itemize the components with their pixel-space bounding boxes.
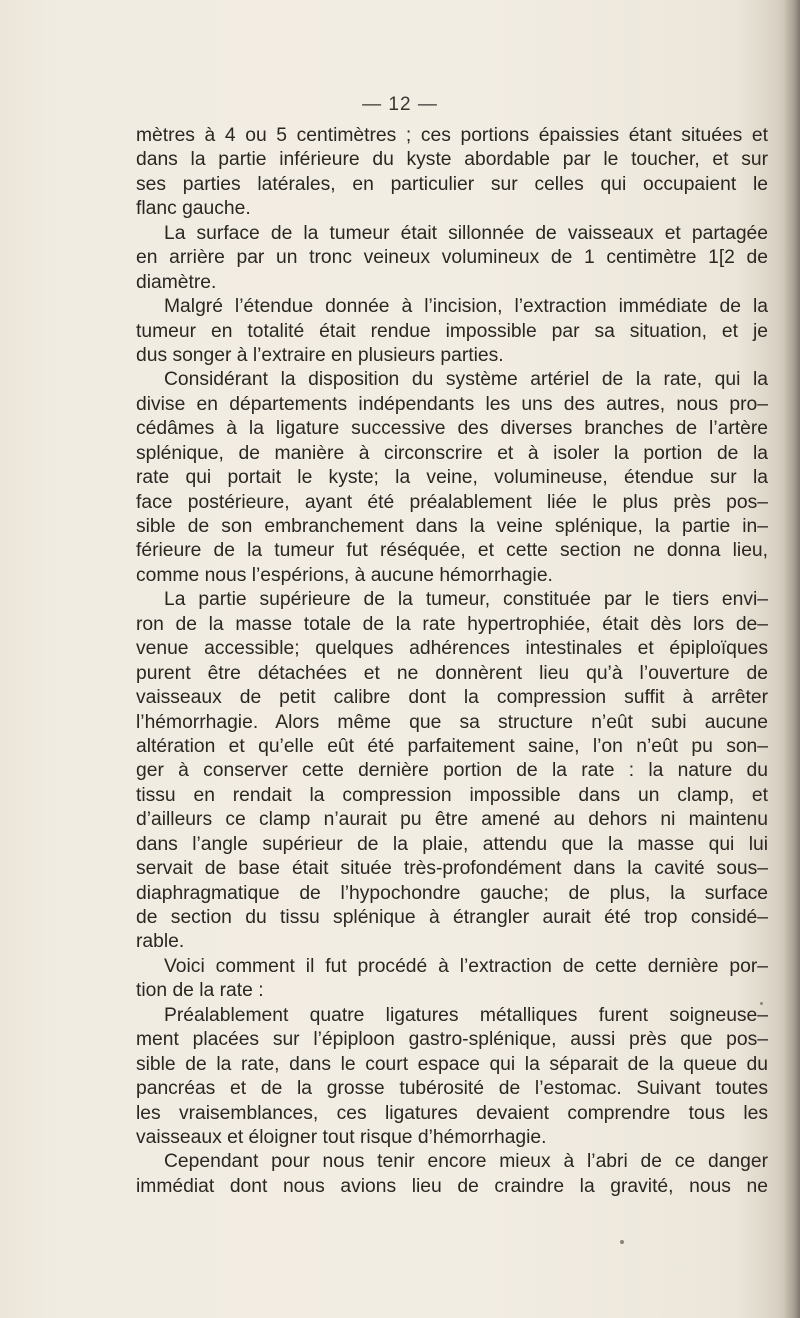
text-line: servait de base était située très-profondément dans la cavité sous– <box>136 858 768 880</box>
text-line: face postérieure, ayant été préalablement liée le plus près pos– <box>136 491 768 513</box>
text-line: vaisseaux de petit calibre dont la compression suffit à arrêter <box>136 687 768 709</box>
text-line: altération et qu’elle eût été parfaitement saine, l’on n’eût pu son– <box>136 735 768 757</box>
text-line: comme nous l’espérions, à aucune hémorrhagie. <box>136 564 553 586</box>
text-line: cédâmes à la ligature successive des diverses branches de l’artère <box>136 418 768 440</box>
text-line: tumeur en totalité était rendue impossible par sa situation, et je <box>136 320 768 342</box>
text-line: de section du tissu splénique à étrangler aurait été trop considé– <box>136 907 768 928</box>
text-line: flanc gauche. <box>136 198 251 220</box>
paper-speck <box>620 1240 624 1244</box>
text-line: ger à conserver cette dernière portion de la rate : la nature du <box>136 760 768 782</box>
text-line: diamètre. <box>136 271 217 293</box>
text-line: tissu en rendait la compression impossible dans un clamp, et <box>136 784 768 806</box>
text-line: Cependant pour nous tenir encore mieux à l’abri de ce danger <box>164 1151 768 1173</box>
text-line: Considérant la disposition du système artériel de la rate, qui la <box>164 369 768 391</box>
text-line: diaphragmatique de l’hypochondre gauche; de plus, la surface <box>136 882 768 904</box>
text-line: tion de la rate : <box>136 980 264 1002</box>
text-line: sible de son embranchement dans la veine splénique, la partie in– <box>136 516 768 537</box>
text-line: vaisseaux et éloigner tout risque d’hémorrhagie. <box>136 1126 547 1148</box>
text-line: Préalablement quatre ligatures métalliques furent soigneuse– <box>164 1004 768 1026</box>
page-number: — 12 — <box>362 94 438 115</box>
text-line: férieure de la tumeur fut réséquée, et cette section ne donna lieu, <box>136 540 768 562</box>
text-line: rate qui portait le kyste; la veine, volumineuse, étendue sur la <box>136 467 768 489</box>
text-line: immédiat dont nous avions lieu de craindre la gravité, nous ne <box>136 1175 768 1197</box>
text-line: sible de la rate, dans le court espace qui la séparait de la queue du <box>136 1053 768 1075</box>
text-line: divise en départements indépendants les uns des autres, nous pro– <box>136 393 768 415</box>
text-line: venue accessible; quelques adhérences intestinales et épiploïques <box>136 638 768 660</box>
text-line: rable. <box>136 931 185 953</box>
text-line: dans l’angle supérieur de la plaie, attendu que la masse qui lui <box>136 833 768 855</box>
text-line: dans la partie inférieure du kyste abordable par le toucher, et sur <box>136 149 768 171</box>
text-line: Voici comment il fut procédé à l’extraction de cette dernière por– <box>164 955 768 977</box>
text-line: ron de la masse totale de la rate hypertrophiée, était dès lors de– <box>136 613 768 635</box>
text-line: pancréas et de la grosse tubérosité de l’estomac. Suivant toutes <box>136 1078 768 1100</box>
text-line: les vraisemblances, ces ligatures devaient comprendre tous les <box>136 1102 768 1124</box>
paper-speck <box>760 1002 763 1005</box>
text-line: La surface de la tumeur était sillonnée de vaisseaux et partagée <box>164 222 768 244</box>
text-line: l’hémorrhagie. Alors même que sa structure n’eût subi aucune <box>136 711 768 733</box>
text-line: ses parties latérales, en particulier sur celles qui occupaient le <box>136 173 768 195</box>
text-line: mètres à 4 ou 5 centimètres ; ces portions épaissies étant situées et <box>136 125 768 146</box>
body-text <box>136 124 768 1199</box>
text-line: en arrière par un tronc veineux volumineux de 1 centimètre 1[2 de <box>136 247 768 269</box>
text-line: Malgré l’étendue donnée à l’incision, l’extraction immédiate de la <box>164 296 768 318</box>
text-line: ment placées sur l’épiploon gastro-splénique, aussi près que pos– <box>136 1029 768 1051</box>
text-line: dus songer à l’extraire en plusieurs parties. <box>136 344 504 366</box>
text-line: La partie supérieure de la tumeur, constituée par le tiers envi– <box>164 589 768 611</box>
text-line: d’ailleurs ce clamp n’aurait pu être amené au dehors ni maintenu <box>136 809 768 831</box>
text-line: purent être détachées et ne donnèrent lieu qu’à l’ouverture de <box>136 662 768 684</box>
text-line: splénique, de manière à circonscrire et à isoler la portion de la <box>136 442 768 464</box>
page-edge-shadow <box>784 0 800 1318</box>
